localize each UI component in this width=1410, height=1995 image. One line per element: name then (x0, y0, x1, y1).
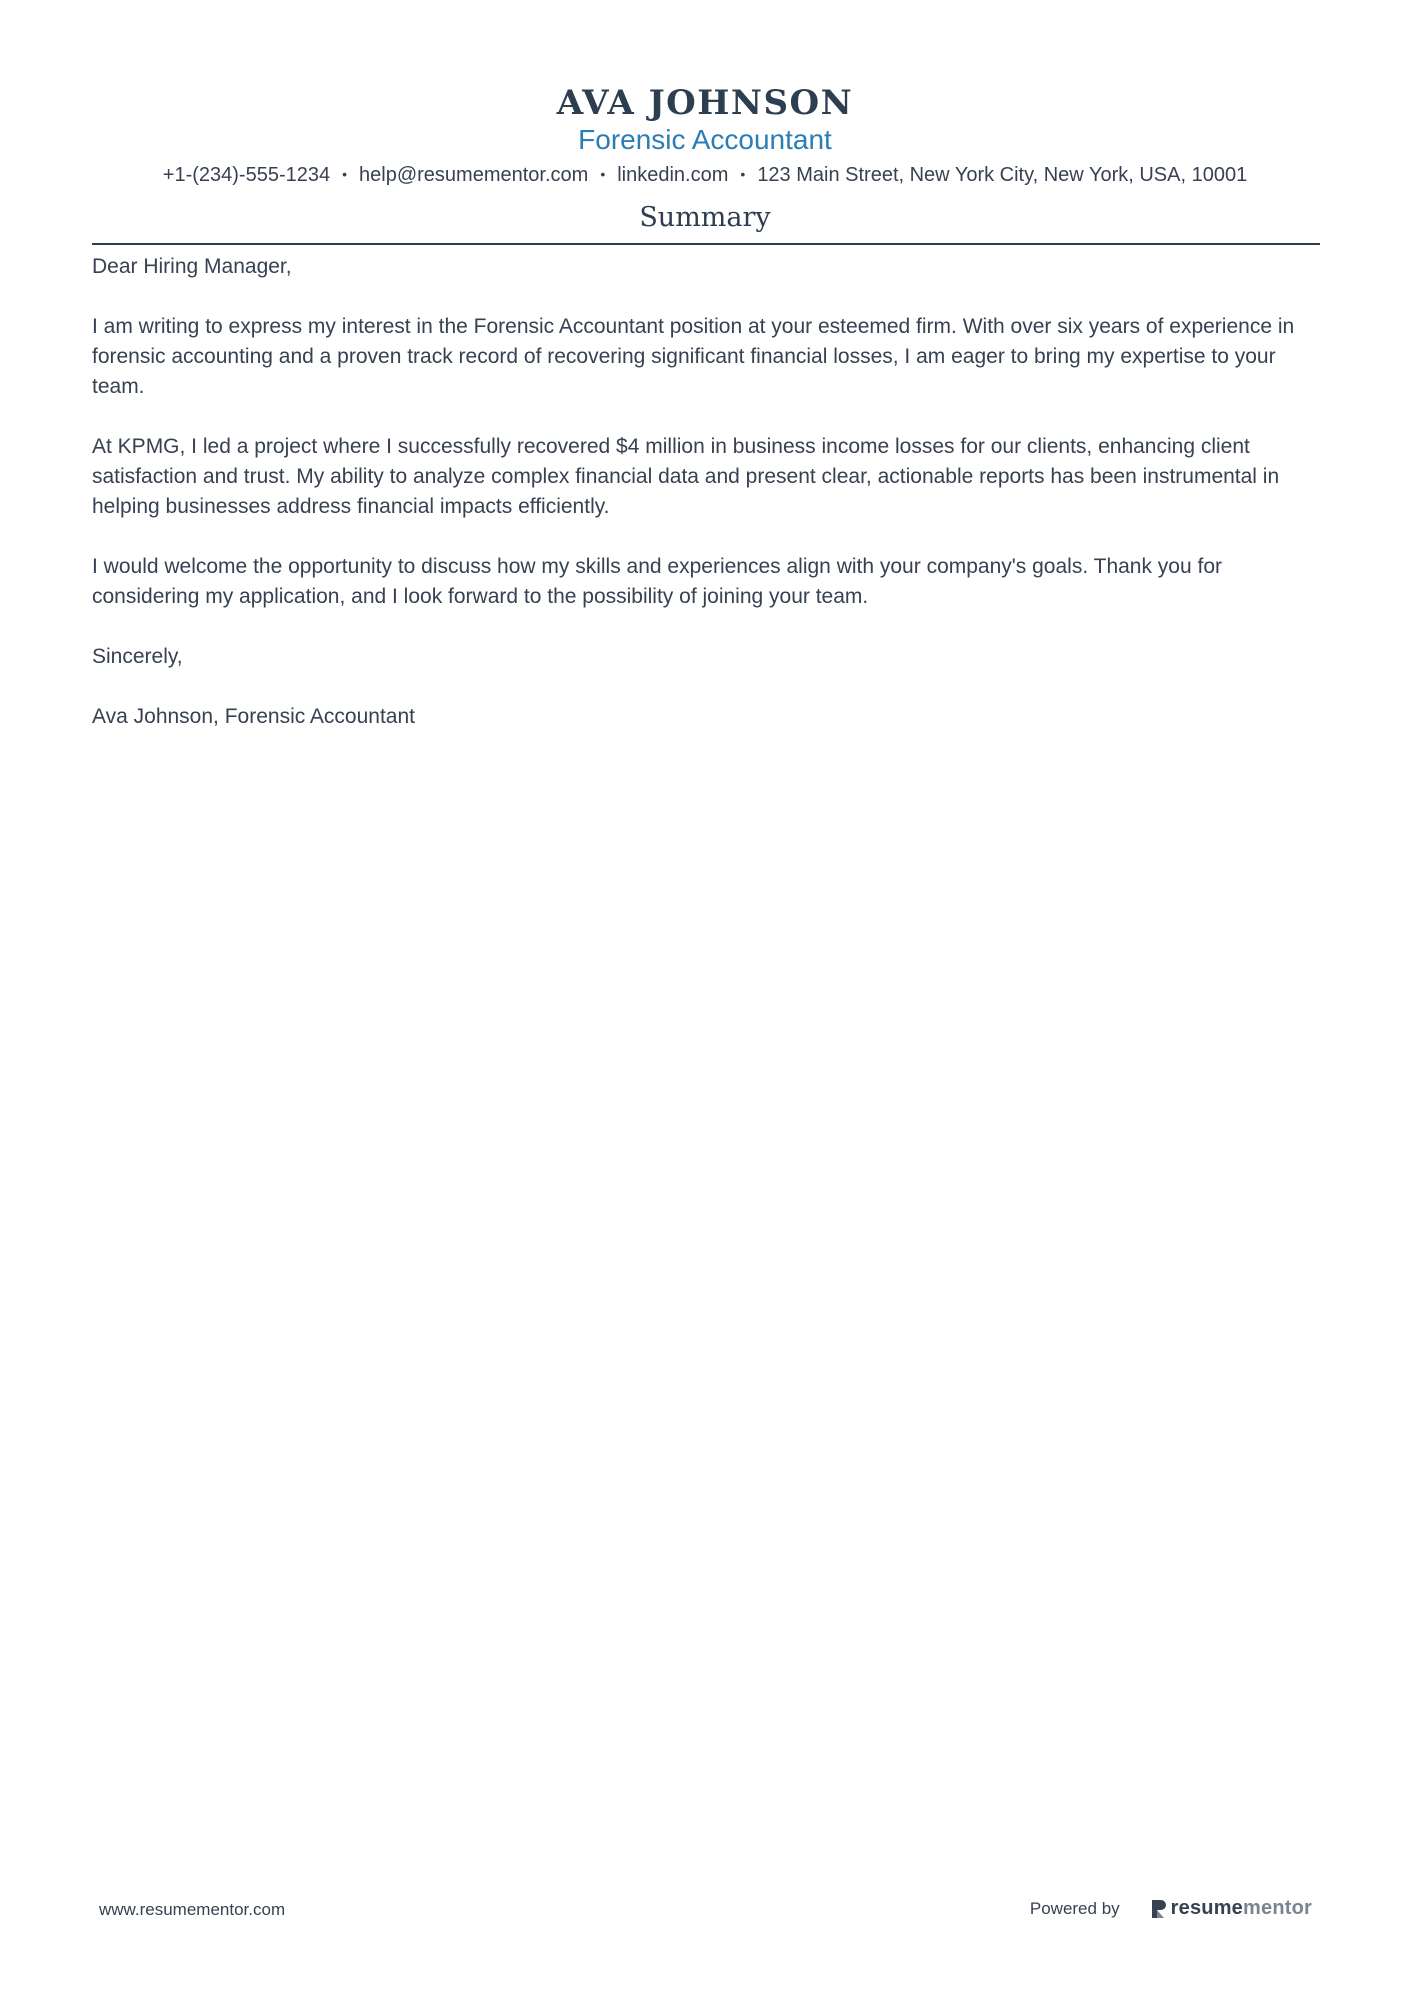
section-divider (92, 243, 1320, 245)
letter-body (92, 252, 1320, 762)
letter-closing: Sincerely, (92, 645, 183, 668)
contact-line (0, 160, 1410, 189)
contact-address: 123 Main Street, New York City, New York, USA, 10001 (757, 164, 1248, 186)
brand-name-resume: resume (1170, 1897, 1244, 1919)
brand-name-mentor: mentor (1243, 1897, 1312, 1919)
footer-website[interactable]: www.resumementor.com (99, 1900, 286, 1919)
letter-greeting: Dear Hiring Manager, (92, 255, 292, 278)
section-title: Summary (639, 202, 771, 233)
footer-branding (1030, 1897, 1312, 1920)
contact-separator: • (740, 166, 746, 182)
resume-header (0, 82, 1410, 189)
letter-paragraph: I would welcome the opportunity to discuss how my skills and experiences align with your company's goals. Thank you for considering my application, and I look forward to the possibility of joining your team. (92, 555, 1223, 608)
contact-email[interactable]: help@resumementor.com (359, 164, 589, 186)
contact-phone: +1-(234)-555-1234 (162, 164, 331, 186)
candidate-title: Forensic Accountant (578, 124, 832, 155)
candidate-name: AVA JOHNSON (556, 83, 854, 123)
contact-separator: • (600, 166, 606, 182)
letter-signature: Ava Johnson, Forensic Accountant (92, 705, 415, 728)
letter-paragraph: I am writing to express my interest in the Forensic Accountant position at your esteemed firm. With over six years of experience in forensic accounting and a proven track record of recovering significant financial losses, I am eager to bring my expertise to your team. (92, 315, 1295, 398)
letter-paragraph: At KPMG, I led a project where I successfully recovered $4 million in business income losses for our clients, enhancing client satisfaction and trust. My ability to analyze complex financial data and present clear, actionable reports has been instrumental in helping businesses address financial impacts efficiently. (92, 435, 1280, 518)
powered-by-label: Powered by (1029, 1898, 1120, 1918)
contact-separator: • (342, 166, 348, 182)
brand-logo[interactable] (1150, 1897, 1312, 1920)
contact-linkedin[interactable]: linkedin.com (617, 164, 729, 186)
resumementor-logo-icon (1150, 1898, 1168, 1920)
